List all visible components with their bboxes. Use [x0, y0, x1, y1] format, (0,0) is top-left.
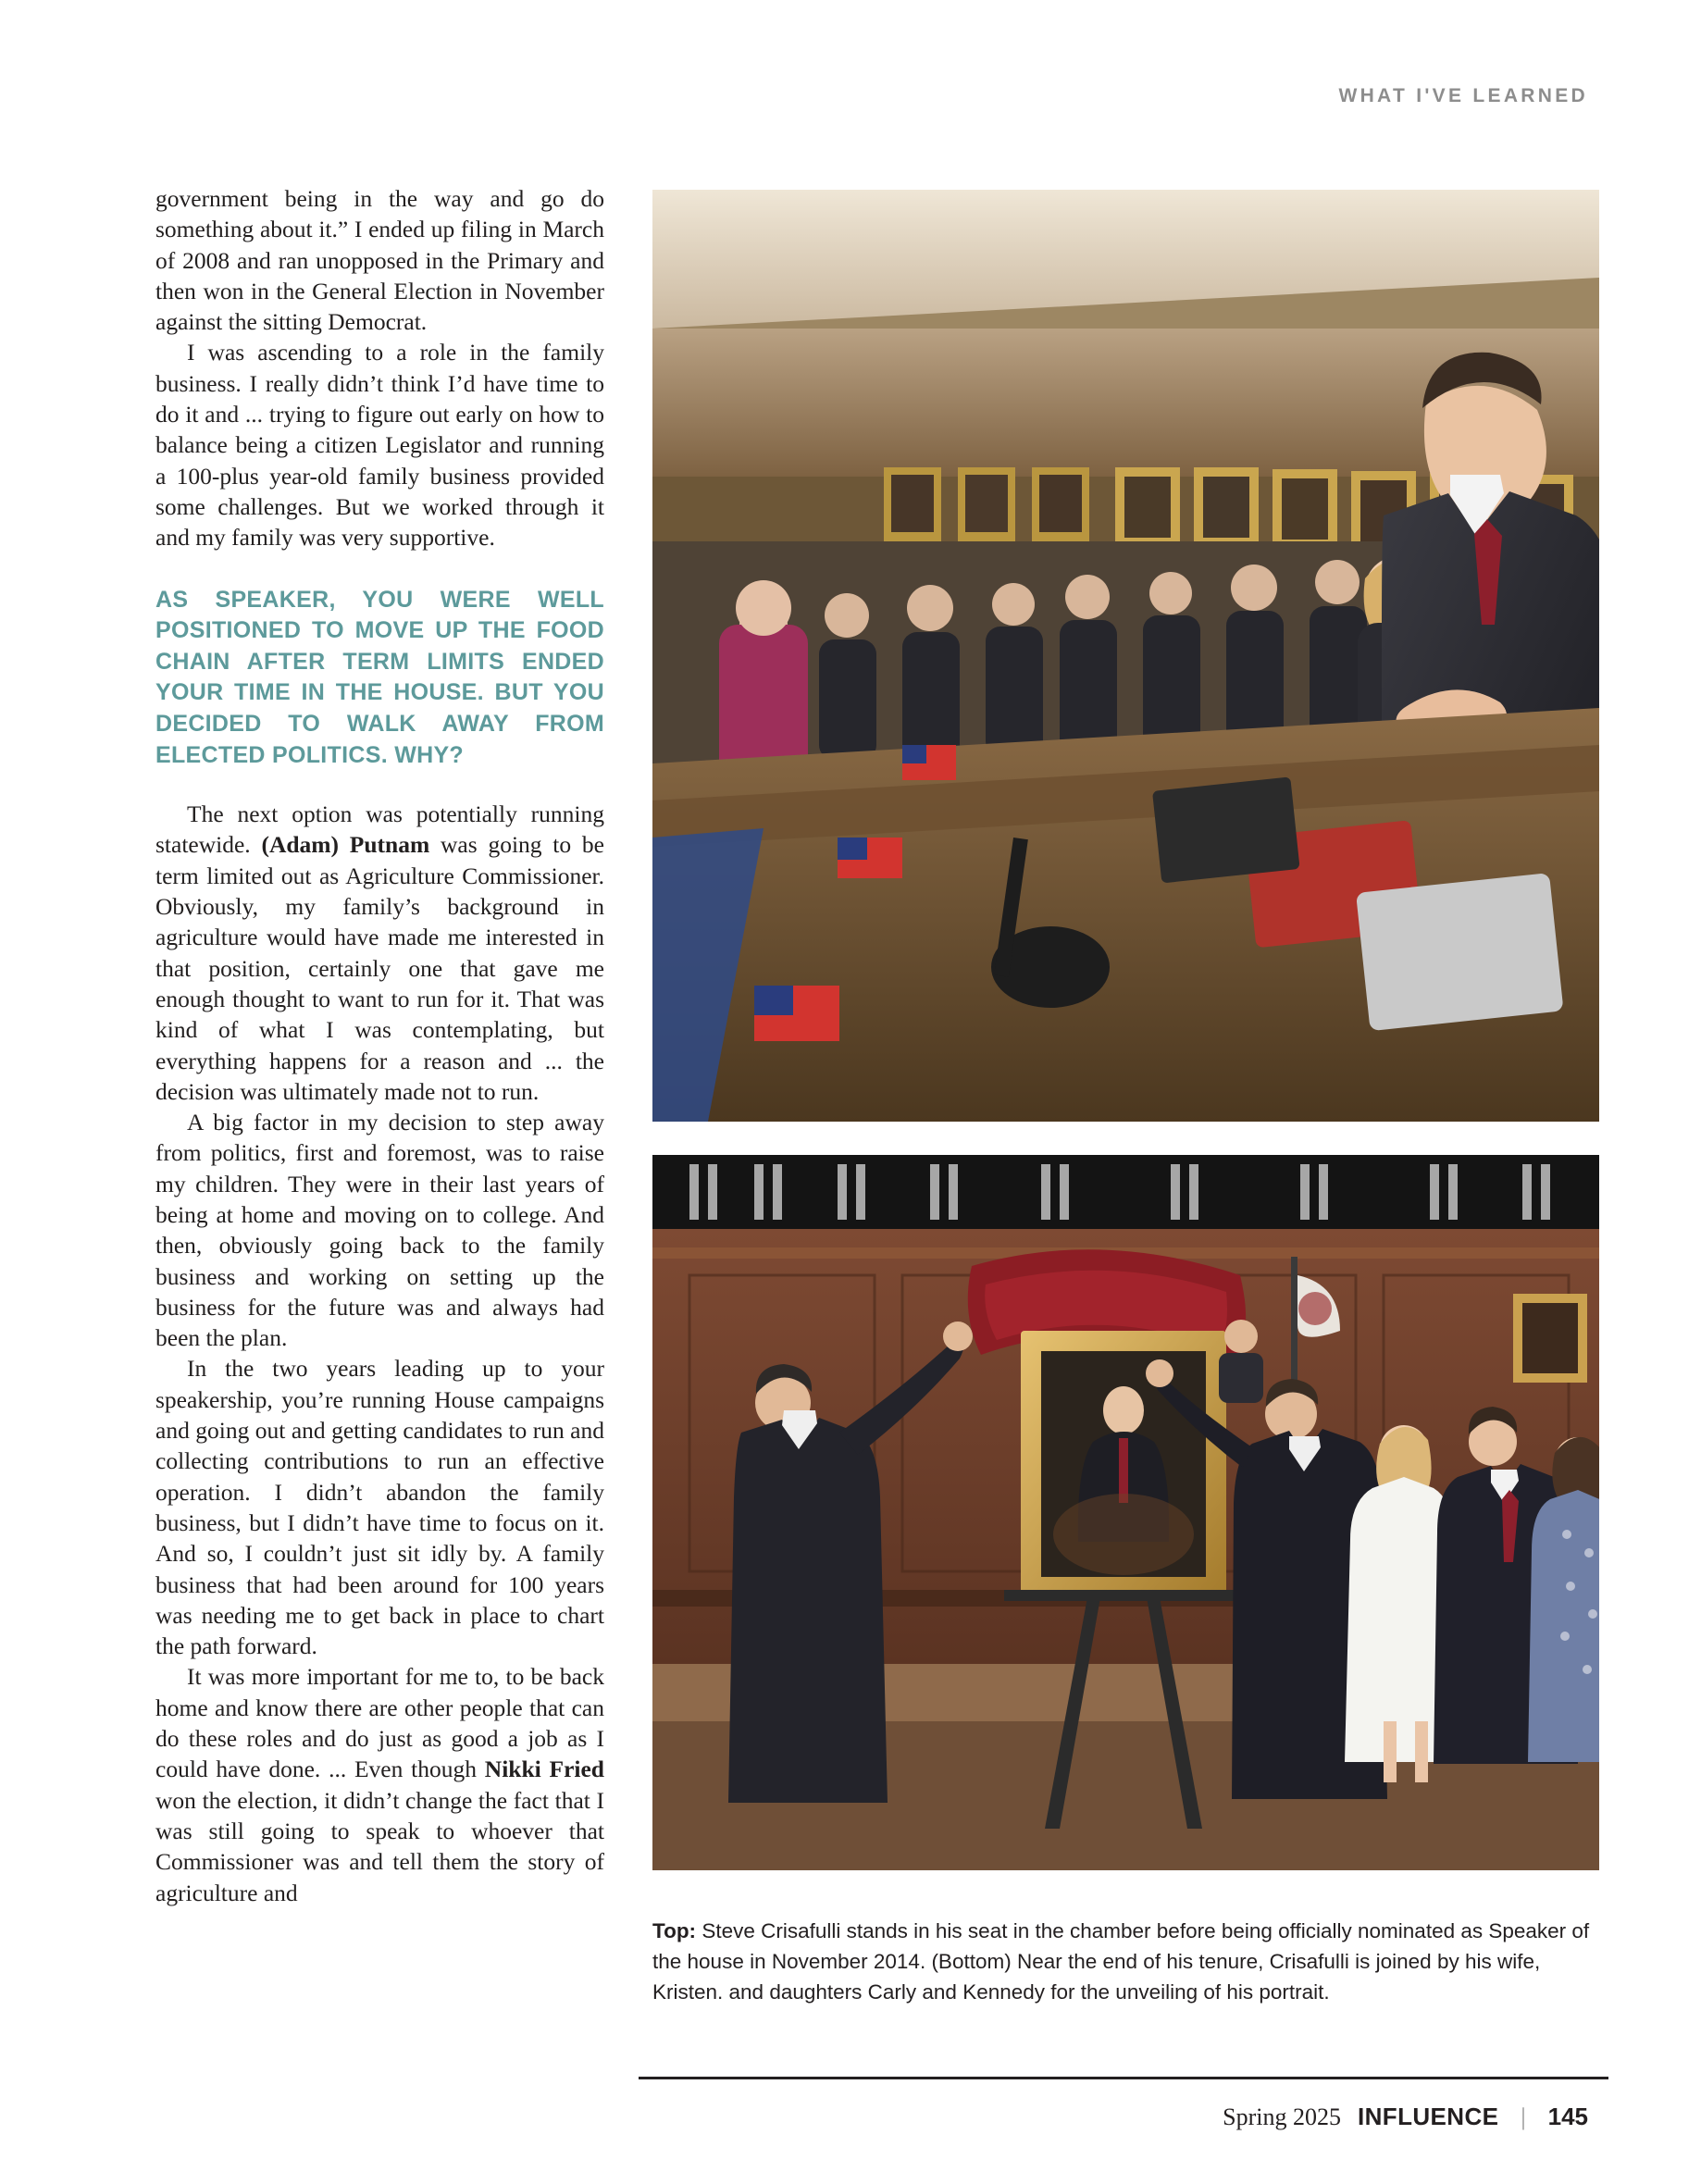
footer-separator: |: [1521, 2103, 1526, 2130]
photo-top: [652, 190, 1599, 1122]
paragraph: I was ascending to a role in the family business. I really didn’t think I’d have time to do it and ... trying to figure out early on how to balance being a citizen Legislator and running a 100-plus year-old family business provided some challenges. But we worked through it and my family was very supportive.: [155, 339, 604, 552]
page-footer: [1223, 2103, 1588, 2131]
person-name: Nikki Fried: [484, 1756, 604, 1783]
paragraph: government being in the way and go do something about it.” I ended up filing in March of 2008 and ran unopposed in the Primary and then won in the General Election in November against the sitting Democrat.: [155, 185, 604, 336]
caption-text: Steve Crisafulli stands in his seat in the chamber before being officially nominated as Speaker of the house in November 2014. (Bottom) Near the end of his tenure, Crisafulli is joined by his wife, Kristen. and daughters Carly and Kennedy for the unveiling of his portrait.: [652, 1919, 1590, 2004]
photo-caption: [652, 1916, 1599, 2007]
caption-lead: Top:: [652, 1919, 697, 1942]
article-text-column: [155, 183, 604, 1908]
paragraph-part: won the election, it didn’t change the fact that I was still going to speak to whoever that Commissioner was and tell them the story of agriculture and: [155, 1786, 604, 1906]
person-name: (Adam) Putnam: [261, 831, 430, 859]
paragraph: [155, 799, 604, 1107]
paragraph-part: The next option was potentially running statewide.: [155, 800, 604, 859]
magazine-brand: INFLUENCE: [1358, 2103, 1499, 2130]
paragraph: In the two years leading up to your speakership, you’re running House campaigns and going out and getting candidates to run and collecting contributions to run an effective operation. I didn’t abandon the family business, but I didn’t have time to focus on it. And so, I couldn’t just sit idly by. A family business that had been around for 100 years was needing me to get back in place to chart the path forward.: [155, 1355, 604, 1660]
paragraph-part: was going to be term limited out as Agriculture Commissioner. Obviously, my family’s background in agriculture would have made me interested in that position, certainly one that gave me enough thought to want to run for it. That was kind of what I was contemplating, but everything happens for a reason and ... the decision was ultimately made not to run.: [155, 831, 604, 1105]
footer-rule: [639, 2077, 1608, 2079]
running-head: WHAT I'VE LEARNED: [1338, 85, 1588, 106]
paragraph: A big factor in my decision to step away from politics, first and foremost, was to raise my children. They were in their last years of being at home and moving on to college. And then, obviously going back to the family business and working on setting up the business for the future was and always had been the plan.: [155, 1109, 604, 1352]
paragraph-part: It was more important for me to, to be back home and know there are other people that can do these roles and do just as good a job as I could have done. ... Even though: [155, 1663, 604, 1783]
photo-bottom: [652, 1155, 1599, 1870]
interview-question: AS SPEAKER, YOU WERE WELL POSITIONED TO MOVE UP THE FOOD CHAIN AFTER TERM LIMITS ENDED YOUR TIME IN THE HOUSE. BUT YOU DECIDED TO WALK AWAY FROM ELECTED POLITICS. WHY?: [155, 586, 604, 768]
issue-label: Spring 2025: [1223, 2103, 1341, 2130]
page-number: 145: [1547, 2103, 1588, 2130]
paragraph: [155, 1661, 604, 1907]
